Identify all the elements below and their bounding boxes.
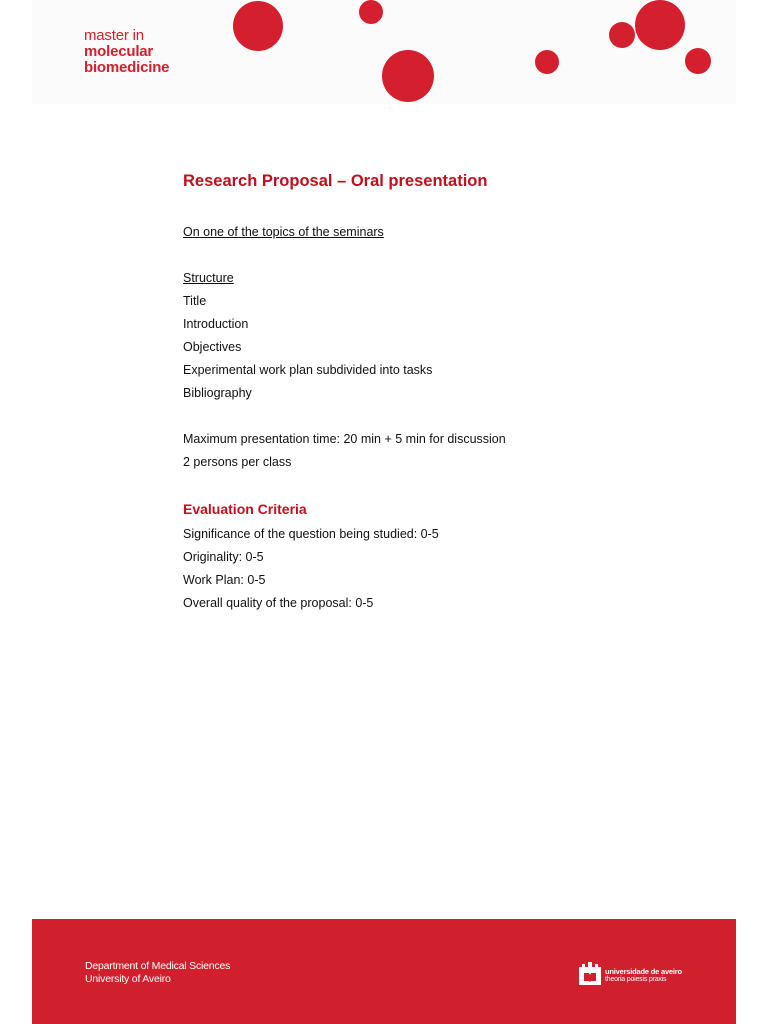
dot (635, 0, 685, 50)
topic-line: On one of the topics of the seminars (183, 225, 384, 239)
structure-item: Title (183, 294, 207, 308)
structure-item: Experimental work plan subdivided into tasks (183, 363, 433, 377)
dot (609, 22, 635, 48)
evaluation-item: Overall quality of the proposal: 0-5 (183, 596, 374, 610)
department-name: Department of Medical Sciences (85, 960, 231, 972)
dot (382, 50, 434, 102)
university-logo (578, 961, 698, 987)
evaluation-item: Originality: 0-5 (183, 550, 264, 564)
program-logo (84, 28, 169, 76)
time-line: Maximum presentation time: 20 min + 5 min for discussion (183, 432, 506, 446)
evaluation-heading: Evaluation Criteria (183, 501, 307, 517)
structure-item: Objectives (183, 340, 242, 354)
evaluation-item: Significance of the question being studied: 0-5 (183, 527, 439, 541)
evaluation-item: Work Plan: 0-5 (183, 573, 266, 587)
logo-line-2: molecular (84, 43, 154, 60)
footer (32, 919, 736, 1024)
university-name: University of Aveiro (85, 973, 171, 985)
structure-item: Bibliography (183, 386, 252, 400)
dot (233, 1, 283, 51)
persons-line: 2 persons per class (183, 455, 292, 469)
university-logo-name: universidade de aveiro (605, 967, 682, 976)
logo-line-1: master in (84, 27, 144, 44)
logo-line-3: biomedicine (84, 59, 170, 76)
dot (535, 50, 559, 74)
structure-item: Introduction (183, 317, 249, 331)
page-title: Research Proposal – Oral presentation (183, 172, 488, 190)
dot (359, 0, 383, 24)
footer-affiliation (85, 960, 230, 986)
structure-heading: Structure (183, 271, 234, 285)
university-emblem-icon (578, 961, 602, 987)
dot (685, 48, 711, 74)
university-logo-motto: theoria poiesis praxis (605, 976, 667, 983)
